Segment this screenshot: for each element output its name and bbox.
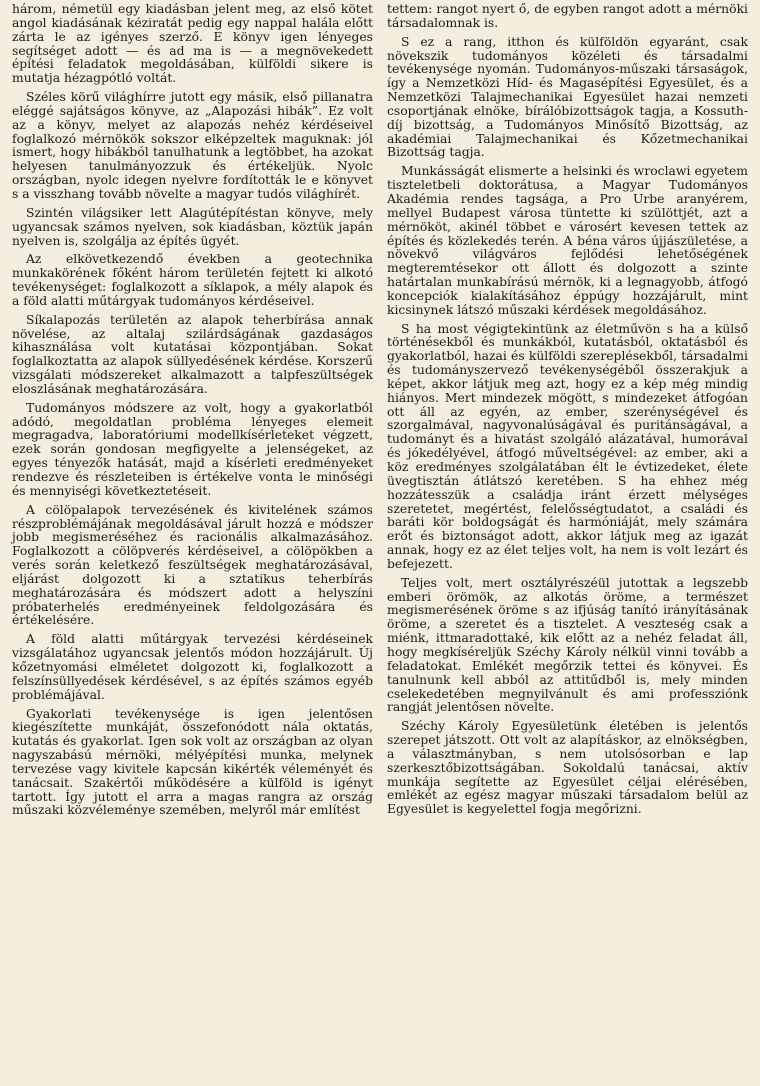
- paragraph: A föld alatti műtárgyak tervezési kérdéseinek vizsgálatához ugyancsak jelentős módon hozzájárult. Új kőzetnyomási elméletet dolgozott ki, foglalkozott a felszínsüllyedések kérdésével, s az építés számos egyéb problémájával.: [12, 632, 373, 702]
- paragraph: S ez a rang, itthon és külföldön egyaránt, csak növekszik tudományos közéleti és társadalmi tevékenysége nyomán. Tudományos-műszaki társaságok, így a Nemzetközi Híd- és Magasépítési Egyesület, és a Nemzetközi Talajmechanikai Egyesület hazai nemzeti csoportjának elnöke, bírálóbizottságok tagja, a Kossuth-díj bizottság, a Tudományos Minősítő Bizottság, az akadémiai Talajmechanikai és Kőzetmechanikai Bizottság tagja.: [387, 34, 748, 160]
- right-column: [387, 3, 748, 1086]
- paragraph: Széchy Károly Egyesületünk életében is jelentős szerepet játszott. Ott volt az alapításkor, az elnökségben, a választmányban, s nem utolsósorban e lap szerkesztőbizottságában. Sokoldalú tanácsai, aktív munkája segítette az Egyesület céljai elérésében, emlékét az egész magyar műszaki társadalom belül az Egyesület is kegyelettel fogja megőrizni.: [387, 719, 748, 817]
- paragraph: Munkásságát elismerte a helsinki és wroclawi egyetem tiszteletbeli doktorátusa, a Magyar Tudományos Akadémia rendes tagsága, a Pro Urbe aranyérem, mellyel Budapest városa tüntette ki szülöttjét, azt a mérnököt, akinél többet e városért kevesen tettek az építés és közlekedés terén. A béna város újjászületése, a növekvő világváros fejlődési lehetőségének megteremtésekor ott állott és dolgozott a szinte határtalan munkabírású mérnök, ki a legnagyobb, átfogó koncepciók kialakításához éppúgy hozzájárult, mint kicsinynek látszó műszaki kérdések megoldásához.: [387, 164, 748, 317]
- paragraph: Az elkövetkezendő években a geotechnika munkakörének főként három területén fejtett ki alkotó tevékenységet: foglalkozott a síklapok, a mély alapok és a föld alatti műtárgyak tudományos kérdéseivel.: [12, 252, 373, 308]
- paragraph: A cölöpalapok tervezésének és kivitelének számos részproblémájának megoldásával járult hozzá e módszer jobb megismeréséhez és racionális alkalmazásához. Foglalkozott a cölöpverés kérdéseivel, a cölöpökben a verés során keletkező feszültségek meghatározásával, eljárást dolgozott ki a sztatikus teherbírás meghatározására és módszert adott a helyszíni próbaterhelés eredményeinek feldolgozására és értékelésére.: [12, 502, 373, 628]
- paragraph: S ha most végigtekintünk az életművön s ha a külső történésekből és munkákból, kutatásból, oktatásból és gyakorlatból, hazai és külföldi szereplésekből, társadalmi és tudományszervező tevékenységéből összerakjuk a képet, akkor látjuk meg azt, hogy ez a kép még mindig hiányos. Mert mindezek mögött, s mindezeket átfogóan ott áll az egyén, az ember, szerénységével és szorgalmával, nagyvonalúságával és puritánságával, a tudományt és a hivatást szolgáló alázatával, humorával és jókedélyével, átfogó műveltségével: az ember, aki a köz eredményes szolgálatában élt le évtizedeket, élete üvegtisztán átlátszó keretében. S ha ehhez még hozzátesszük a családja iránt érzett mélységes szeretetet, megértést, felelősségtudatot, a családi és baráti kör boldogságát és harmóniáját, mely számára erőt és biztonságot adott, akkor látjuk meg az igazát annak, hogy ez az élet teljes volt, ha nem is volt lezárt és befejezett.: [387, 321, 748, 571]
- paragraph: Gyakorlati tevékenysége is igen jelentősen kiegészítette munkáját, összefonódott nála oktatás, kutatás és gyakorlat. Igen sok volt az országban az olyan nagyszabású mérnöki, mélyépítési munka, melynek tervezése vagy kivitele kapcsán kikérték véleményét és tanácsait. Szakértői működésére a külföld is igényt tartott. Így jutott el arra a magas rangra az ország műszaki közvéleménye szemében, melyről már említést: [12, 706, 373, 818]
- paragraph: három, németül egy kiadásban jelent meg, az első kötet angol kiadásának kéziratát pedig egy nappal halála előtt zárta le az igényes szerző. E könyv igen lényeges segítséget adott — és ad ma is — a megnövekedett építési feladatok megoldásában, külföldi sikere is mutatja hézagpótló voltát.: [12, 2, 373, 86]
- paragraph: Síkalapozás területén az alapok teherbírása annak növelése, az altalaj szilárdságának gazdaságos kihasználása volt kutatásai központjában. Sokat foglalkoztatta az alapok süllyedésének kérdése. Korszerű vizsgálati módszereket alkalmazott a talpfeszültségek eloszlásának meghatározására.: [12, 312, 373, 396]
- paragraph: tettem: rangot nyert ő, de egyben rangot adott a mérnöki társadalomnak is.: [387, 2, 748, 30]
- paragraph: Szintén világsiker lett Alagútépítéstan könyve, mely ugyancsak számos nyelven, sok kiadásban, köztük japán nyelven is, szolgálja az építés ügyét.: [12, 205, 373, 248]
- left-column: [12, 3, 373, 1086]
- paragraph: Teljes volt, mert osztályrészéül jutottak a legszebb emberi örömök, az alkotás öröme, a természet megismerésének öröme s az ifjúság tanító irányításának öröme, a szeretet és a tisztelet. A veszteség csak a miénk, ittmaradottaké, kik előtt az a nehéz feladat áll, hogy megkíséreljük Széchy Károly nélkül vinni tovább a feladatokat. Emlékét megőrzik tettei és könyvei. És tanulnunk kell abból az attitűdből is, mely minden cselekedetében megnyilvánult és ami professziónk rangját jelentősen növelte.: [387, 575, 748, 715]
- paragraph: Tudományos módszere az volt, hogy a gyakorlatból adódó, megoldatlan probléma lényeges elemeit megragadva, laboratóriumi modellkísérleteket végzett, ezek során gondosan megfigyelte a jelenségeket, az egyes tényezők hatását, majd a kísérleti eredményeket rendezve és részleteiben is értékelve vonta le minőségi és mennyiségi következtetéseit.: [12, 400, 373, 498]
- paragraph: Széles körű világhírre jutott egy másik, első pillanatra eléggé sajátságos könyve, az „Alapozási hibák”. Ez volt az a könyv, melyet az alapozás nehéz kérdéseivel foglalkozó mérnökök sokszor elképzeltek maguknak: jól ismert, hogy hibákból tanulhatunk a legtöbbet, ha azokat helyesen tanulmányozzuk és értékeljük. Nyolc országban, nyolc idegen nyelvre fordították le e könyvet s a visszhang tovább növelte a magyar tudós világhírét.: [12, 90, 373, 201]
